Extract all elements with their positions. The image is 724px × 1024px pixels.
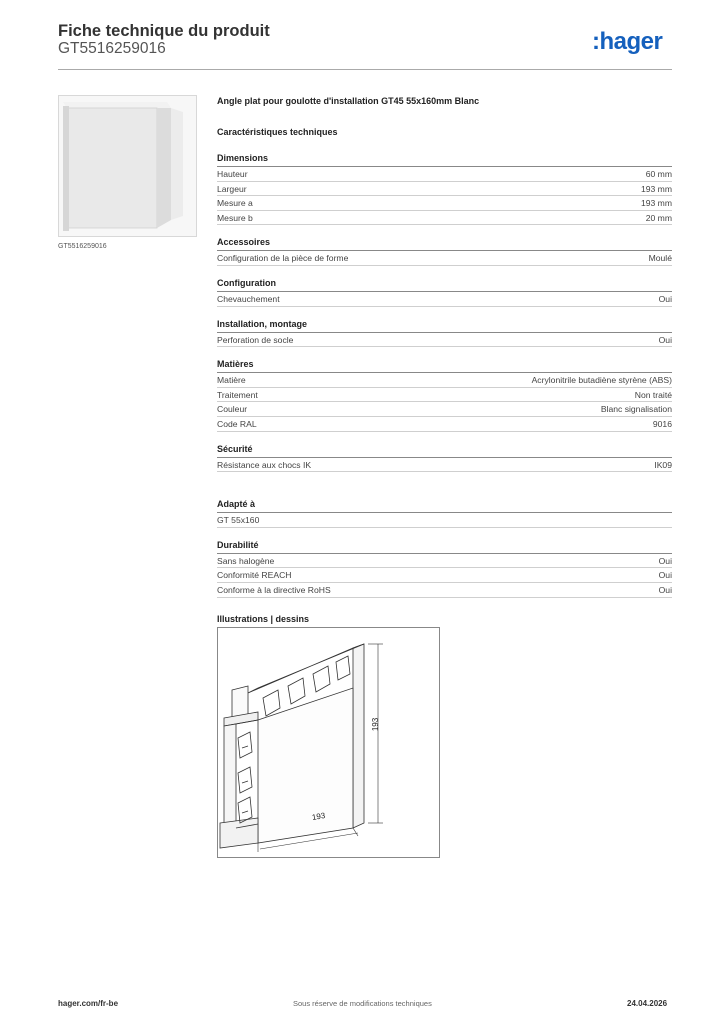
- spec-row: Perforation de socle Oui: [217, 333, 672, 348]
- header-divider: [58, 69, 672, 70]
- spec-row: Mesure a 193 mm: [217, 196, 672, 211]
- illustrations-title: Illustrations | dessins: [217, 613, 310, 624]
- section-title: Sécurité: [217, 444, 672, 458]
- product-reference: GT5516259016: [58, 40, 166, 57]
- dimension-height-label: 193: [371, 717, 381, 732]
- section-title: Matières: [217, 359, 672, 373]
- spec-row: Code RAL 9016: [217, 417, 672, 432]
- spec-row: GT 55x160: [217, 513, 672, 528]
- document-title: Fiche technique du produit: [58, 22, 270, 40]
- section-dimensions: [217, 153, 672, 225]
- spec-row: Conforme à la directive RoHS Oui: [217, 583, 672, 598]
- technical-drawing: [217, 627, 440, 858]
- hager-logo: :hager: [592, 28, 663, 55]
- thumbnail-caption: GT5516259016: [58, 243, 107, 250]
- spec-row: Chevauchement Oui: [217, 292, 672, 307]
- spec-row: Matière Acrylonitrile butadiène styrène (ABS): [217, 373, 672, 388]
- spec-row: Largeur 193 mm: [217, 182, 672, 197]
- section-adapte: [217, 499, 672, 528]
- section-installation: [217, 319, 672, 348]
- spec-row: Conformité REACH Oui: [217, 568, 672, 583]
- spec-content: [217, 96, 672, 628]
- section-securite: [217, 444, 672, 473]
- spec-row: Traitement Non traité: [217, 388, 672, 403]
- section-title: Accessoires: [217, 237, 672, 251]
- spec-row: Configuration de la pièce de forme Moulé: [217, 251, 672, 266]
- spec-row: Sans halogène Oui: [217, 554, 672, 569]
- spec-row: Résistance aux chocs IK IK09: [217, 458, 672, 473]
- product-title: Angle plat pour goulotte d'installation GT45 55x160mm Blanc: [217, 96, 480, 106]
- section-title: Dimensions: [217, 153, 672, 167]
- product-thumbnail: [58, 95, 197, 237]
- section-title: Installation, montage: [217, 319, 672, 333]
- tech-heading: Caractéristiques techniques: [217, 127, 338, 137]
- footer-date: 24.04.2026: [627, 999, 668, 1008]
- section-title: Configuration: [217, 278, 672, 292]
- section-title: Durabilité: [217, 540, 672, 554]
- section-accessoires: [217, 237, 672, 266]
- spec-row: Hauteur 60 mm: [217, 167, 672, 182]
- section-title: Adapté à: [217, 499, 672, 513]
- spec-row: Mesure b 20 mm: [217, 211, 672, 226]
- section-configuration: [217, 278, 672, 307]
- section-matieres: [217, 359, 672, 431]
- footer-notice: Sous réserve de modifications techniques: [293, 999, 432, 1008]
- footer-site-link[interactable]: hager.com/fr-be: [58, 999, 119, 1008]
- spec-row: Couleur Blanc signalisation: [217, 402, 672, 417]
- section-durabilite: [217, 540, 672, 598]
- dimension-width-label: 193: [311, 810, 327, 823]
